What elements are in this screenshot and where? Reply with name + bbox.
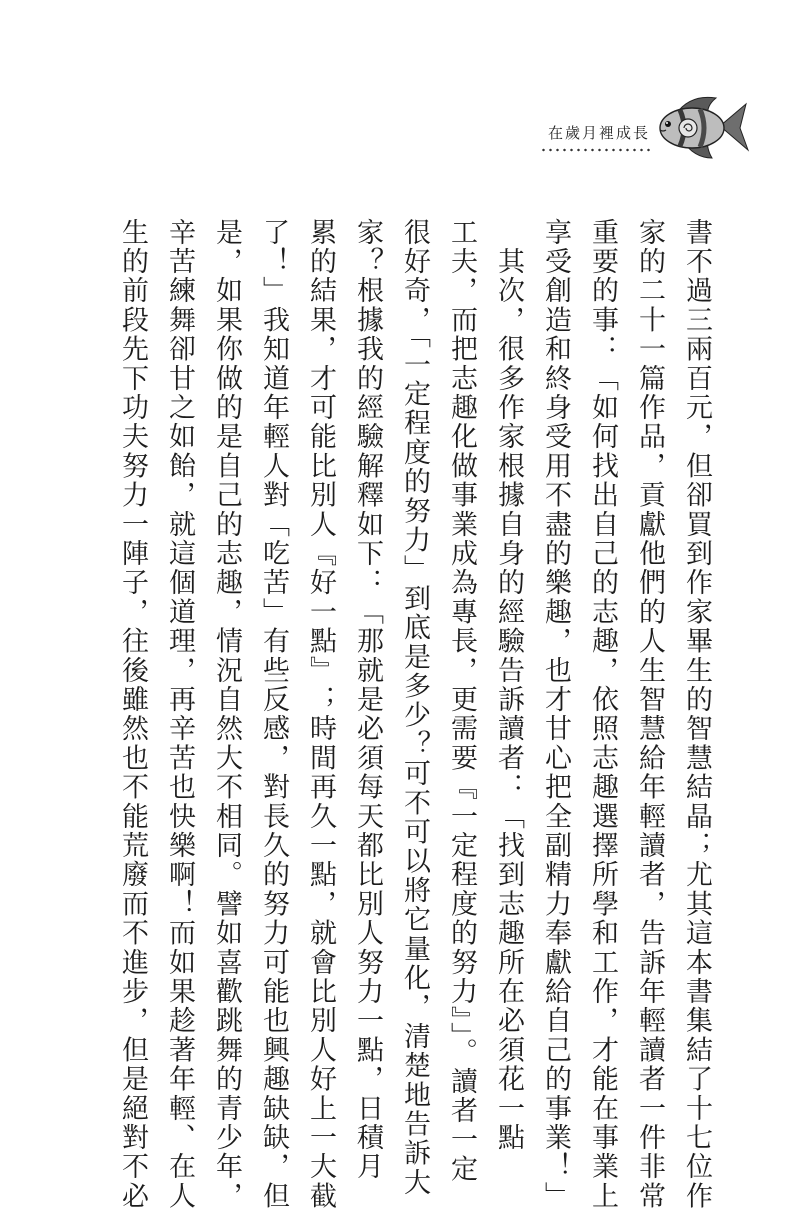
running-title: 在歲月裡成長 <box>547 124 650 142</box>
dotted-rule <box>540 148 650 152</box>
text-column: 生的前段先下功夫努力一陣子，往後雖然也不能荒廢而不進步，但是絕對不必 <box>117 218 148 1211</box>
fish-icon <box>650 92 750 164</box>
text-column: 累的結果，才可能比別人『好一點』；時間再久一點，就會比別人好上一大截 <box>305 218 336 1211</box>
text-column: 其次，很多作家根據自身的經驗告訴讀者：「找到志趣所在必須花一點 <box>493 218 524 1153</box>
text-column: 享受創造和終身受用不盡的樂趣，也才甘心把全副精力奉獻給自己的事業！」 <box>540 218 571 1211</box>
text-column: 重要的事：「如何找出自己的志趣，依照志趣選擇所學和工作，才能在事業上 <box>587 218 618 1211</box>
text-column: 是，如果你做的是自己的志趣，情況自然大不相同。譬如喜歡跳舞的青少年， <box>211 218 242 1211</box>
text-column: 了！」我知道年輕人對「吃苦」有些反感，對長久的努力可能也興趣缺缺，但 <box>258 218 289 1211</box>
text-column: 辛苦練舞卻甘之如飴，就這個道理，再辛苦也快樂啊！而如果趁著年輕、在人 <box>164 218 195 1211</box>
text-column: 很好奇，「一定程度的努力」到底是多少？可不可以將它量化，清楚地告訴大 <box>399 218 430 1198</box>
body-text <box>117 218 720 1211</box>
text-column: 工夫，而把志趣化做事業成為專長，更需要『一定程度的努力』」。讀者一定 <box>446 218 477 1184</box>
text-column: 家？根據我的經驗解釋如下：「那就是必須每天都比別人努力一點，日積月 <box>352 218 383 1182</box>
text-column: 書不過三兩百元，但卻買到作家畢生的智慧結晶；尤其這本書集結了十七位作 <box>681 218 712 1211</box>
running-header <box>540 118 650 158</box>
text-column: 家的二十一篇作品，貢獻他們的人生智慧給年輕讀者，告訴年輕讀者一件非常 <box>634 218 665 1211</box>
